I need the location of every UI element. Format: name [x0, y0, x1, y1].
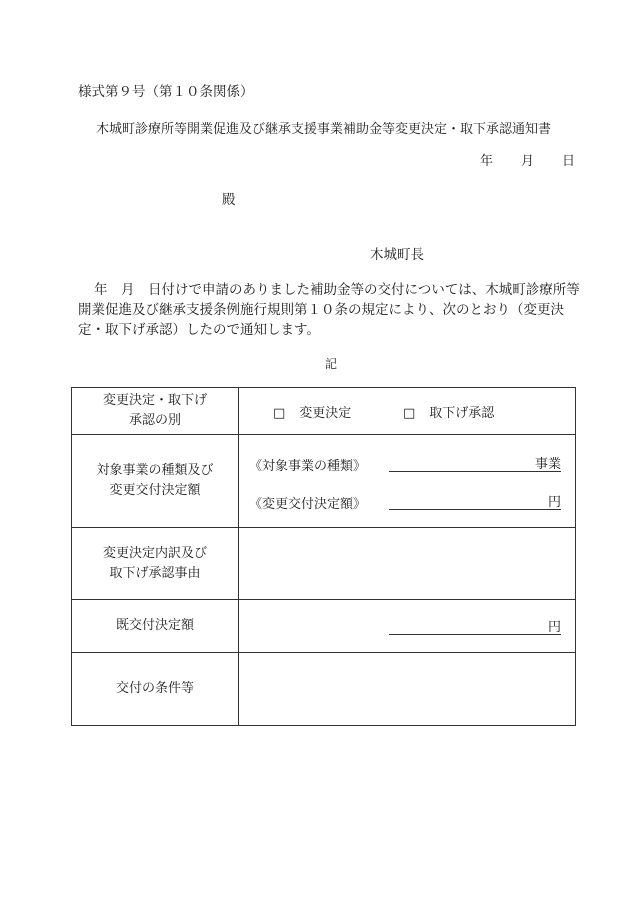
label-line: 承認の別 [128, 413, 181, 428]
row-label [72, 388, 239, 435]
option-change-decision[interactable] [273, 402, 351, 421]
conditions-field[interactable] [239, 653, 576, 726]
date-month: 月 [521, 154, 535, 169]
option-withdrawal-approval[interactable] [403, 402, 494, 421]
checkbox-icon[interactable]: □ [403, 406, 416, 421]
row-label [72, 528, 239, 600]
label-line: 対象事業の種類及び [96, 463, 214, 478]
project-type-field[interactable] [389, 453, 561, 472]
document-title: 木城町診療所等開業促進及び継承支援事業補助金等変更決定・取下承認通知書 [96, 122, 552, 137]
table-row [72, 435, 576, 528]
label-line: 取下げ承認事由 [109, 565, 201, 581]
amount-field[interactable] [389, 491, 561, 510]
field-label: 《対象事業の種類》 [249, 459, 367, 474]
row-label: 既交付決定額 [72, 600, 239, 653]
body-text: 年 月 日付けで申請のありました補助金等の交付については、木城町診療所等開業促進及び継承支援条例施行規則第１０条の規定により、次のとおり（変更決定・取下げ承認）したので通知します。 [78, 282, 580, 338]
row-label: 交付の条件等 [72, 653, 239, 726]
table-row [72, 653, 576, 726]
field-unit: 円 [547, 495, 561, 510]
table-row [72, 528, 576, 600]
existing-amount-field[interactable] [389, 616, 561, 635]
reason-field[interactable] [239, 528, 576, 600]
form-table [71, 387, 576, 726]
issuer: 木城町長 [370, 247, 424, 263]
row-value [239, 435, 576, 528]
checkbox-icon[interactable]: □ [273, 406, 286, 421]
label-line: 変更決定内訳及び [102, 545, 207, 561]
field-label: 《変更交付決定額》 [249, 497, 367, 512]
date-line [480, 150, 575, 169]
label-line: 変更決定・取下げ [102, 393, 207, 408]
table-row [72, 600, 576, 653]
row-label [72, 435, 239, 528]
label-line: 変更交付決定額 [109, 483, 201, 498]
ki-marker: 記 [325, 357, 338, 371]
field-unit: 事業 [534, 457, 561, 472]
addressee: 殿 [222, 192, 236, 208]
table-row [72, 388, 576, 435]
field-unit: 円 [547, 620, 561, 635]
form-number: 様式第９号（第１０条関係） [78, 84, 254, 100]
option-label: 取下げ承認 [429, 406, 495, 421]
row-value [239, 600, 576, 653]
option-label: 変更決定 [299, 406, 352, 421]
date-year: 年 [480, 154, 494, 169]
date-day: 日 [562, 154, 576, 169]
row-value [239, 388, 576, 435]
